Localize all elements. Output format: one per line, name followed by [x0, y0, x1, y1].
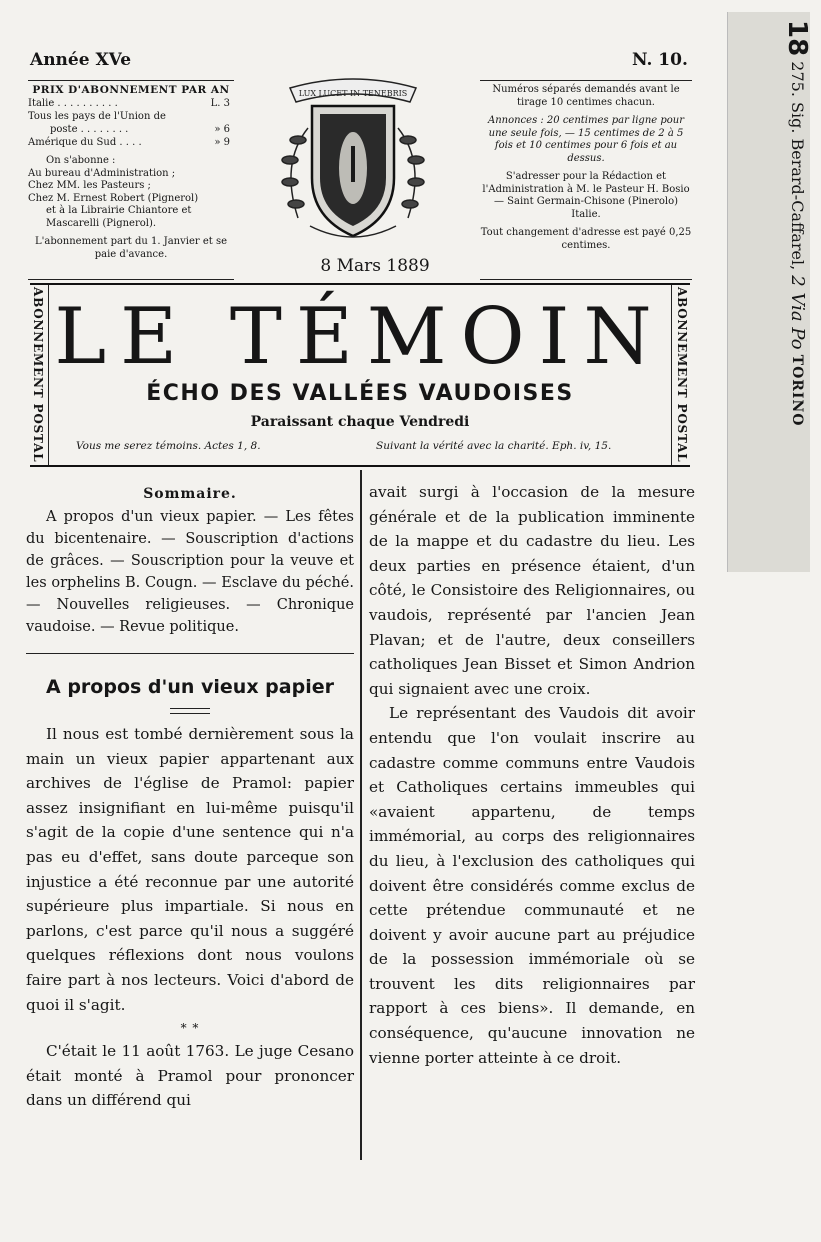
- prix-abonnement-box: [28, 80, 234, 280]
- abonnement-footer: L'abonnement part du 1. Janvier et se paie d'avance.: [35, 236, 227, 260]
- abonne-line: et à la Librairie Chiantore et: [46, 205, 192, 216]
- adresser-info: S'adresser pour la Rédaction et l'Administration à M. le Pasteur H. Bosio — Saint Germain-Chisone (Pinerolo) Italie.: [482, 171, 690, 220]
- prix-row: Italie . . . . . . . . . . L. 3: [28, 98, 230, 109]
- label-address: 275. Sig. Berard-Caffarel,: [788, 61, 807, 271]
- abonne-line: Chez M. Ernest Robert (Pignerol): [28, 192, 199, 204]
- article-paragraph: Il nous est tombé dernièrement sous la main un vieux papier appartenant aux archives de l'église de Pramol: papier assez insignifiant en lui-même puisqu'il s'agit de la copie d'une sentence qui n'a pas eu d'effet, sans doute parceque son injustice a été reconnue par une autorité supérieure plus impartiale. Si nous en parlons, c'est parce qu'il nous a suggéré quelques réflexions dont nous voulons faire part à nos lecteurs. Voici d'abord de quoi il s'agit.: [26, 725, 354, 1014]
- label-number: 18: [782, 20, 812, 57]
- side-band-left: [28, 285, 49, 465]
- column-divider: [360, 470, 362, 1160]
- left-column: [26, 480, 354, 1113]
- info-box: [480, 80, 692, 280]
- mailing-label-text: [728, 12, 810, 572]
- prix-row: Tous les pays de l'Union de: [28, 111, 166, 122]
- changement-info: Tout changement d'adresse est payé 0,25 centimes.: [480, 227, 692, 251]
- prix-row: Amérique du Sud . . . . » 9: [28, 137, 230, 148]
- side-band-right: [671, 285, 692, 465]
- abonne-line: Mascarelli (Pignerol).: [46, 217, 157, 229]
- title-box: [30, 283, 690, 467]
- right-column: [369, 480, 695, 1070]
- emblem-motto: LUX LUCET IN TENEBRIS: [298, 89, 408, 98]
- section-stars: * *: [180, 1021, 200, 1036]
- issue-date: 8 Mars 1889: [320, 256, 430, 276]
- label-city: TORINO: [789, 354, 805, 427]
- sommaire-heading: Sommaire.: [143, 486, 237, 502]
- annonces-info: Annonces : 20 centimes par ligne pour une seule fois, — 15 centimes de 2 à 5 fois et 10 centimes pour 6 fois et au dessus.: [487, 115, 685, 164]
- abonne-intro: On s'abonne :: [46, 155, 116, 166]
- newspaper-title: LE TÉMOIN: [54, 292, 666, 382]
- publication-frequency: Paraissant chaque Vendredi: [250, 414, 470, 430]
- mailing-label: [727, 12, 810, 572]
- annee-label: Année XVe: [30, 50, 132, 70]
- abonnement-postal-left: ABONNEMENT POSTAL: [31, 287, 45, 463]
- heading-ornament: [170, 708, 210, 714]
- numeros-info: Numéros séparés demandés avant le tirage 10 centimes chacun.: [492, 84, 680, 108]
- abonne-line: Au bureau d'Administration ;: [28, 167, 176, 179]
- article-paragraph: avait surgi à l'occasion de la mesure générale et de la publication imminente de la mappe et du cadastre du lieu. Les deux parties en présence étaient, d'un côté, le Consistoire des Religionnaires, ou vaudois, représenté par l'ancien Jean Plavan; et de l'autre, deux conseillers catholiques Jean Bisset et Simon Andrion qui signaient avec une croix.: [369, 483, 695, 698]
- newspaper-subtitle: ÉCHO DES VALLÉES VAUDOISES: [146, 381, 574, 406]
- article-heading: A propos d'un vieux papier: [46, 676, 334, 698]
- sommaire-text: A propos d'un vieux papier. — Les fêtes du bicentenaire. — Souscription d'actions de grâces. — Souscription pour la veuve et les orphelins B. Cougn. — Esclave du péché. — Nouvelles religieuses. — Chronique vaudoise. — Revue politique.: [26, 509, 354, 635]
- rule: [26, 653, 354, 655]
- emblem-shield-icon: [250, 68, 456, 256]
- article-paragraph: Le représentant des Vaudois dit avoir entendu que l'on voulait inscrire au cadastre comme communs entre Vaudois et Catholiques certains immeubles qui «avaient appartenu, de temps immémorial, au corps des religionnaires du lieu, à l'exclusion des catholiques qui doivent être considérés comme exclus de cette prétendue communauté et ne doivent y avoir aucune part au préjudice de la possession immémoriale où se trouvent les dits religionnaires par rapport à ces biens». Il demande, en conséquence, qu'aucune innovation ne vienne porter atteinte à ce droit.: [369, 704, 695, 1067]
- epigraph-left: Vous me serez témoins. Actes 1, 8.: [76, 440, 261, 452]
- abonnement-postal-right: ABONNEMENT POSTAL: [675, 287, 689, 463]
- article-paragraph: C'était le 11 août 1763. Le juge Cesano était monté à Pramol pour prononcer dans un différend qui: [26, 1042, 354, 1110]
- label-street: 2 Via Po: [787, 275, 808, 350]
- epigraph-right: Suivant la vérité avec la charité. Eph. iv, 15.: [376, 440, 612, 452]
- prix-heading: PRIX D'ABONNEMENT PAR AN: [32, 84, 230, 96]
- issue-number: N. 10.: [632, 50, 688, 70]
- abonne-line: Chez MM. les Pasteurs ;: [28, 180, 151, 191]
- prix-row: poste . . . . . . . . » 6: [50, 124, 230, 135]
